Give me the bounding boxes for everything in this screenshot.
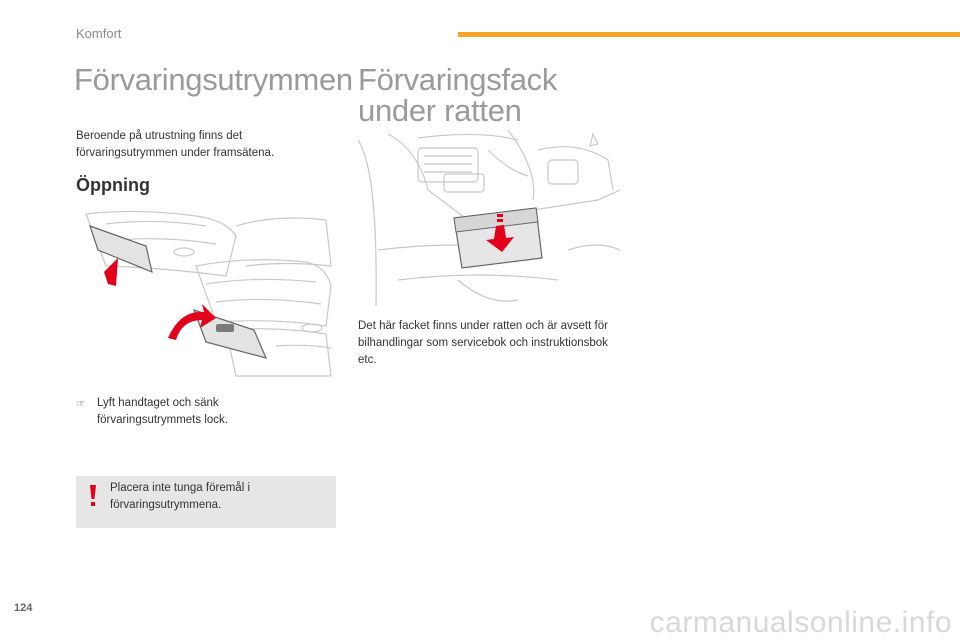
bullet-icon: ☞ — [76, 399, 85, 410]
warning-box — [76, 476, 336, 528]
intro-text: Beroende på utrustning finns det förvaringsutrymmen under framsätena. — [76, 130, 275, 159]
subheading-opening: Öppning — [76, 175, 150, 195]
page-title-right: Förvaringsfack under ratten — [358, 62, 558, 128]
exclamation-icon — [88, 484, 98, 508]
seat-storage-illustration — [76, 206, 334, 382]
header-accent-bar — [458, 32, 960, 37]
section-label: Komfort — [76, 26, 122, 41]
instruction-bullet — [76, 395, 316, 429]
seat-storage-icon — [76, 206, 334, 382]
bullet-text: Lyft handtaget och sänk förvaringsutrymmets lock. — [96, 397, 228, 426]
page-number: 124 — [14, 602, 33, 614]
dashboard-storage-icon — [358, 130, 620, 306]
watermark: carmanualsonline.info — [649, 606, 952, 639]
page-title-left: Förvaringsutrymmen — [74, 62, 353, 97]
dashboard-caption: Det här facket finns under ratten och är avsett för bilhandlingar som servicebok och instruktionsbok etc. — [358, 320, 608, 366]
dashboard-storage-illustration — [358, 130, 620, 306]
warning-text: Placera inte tunga föremål i förvaringsutrymmena. — [110, 482, 250, 511]
